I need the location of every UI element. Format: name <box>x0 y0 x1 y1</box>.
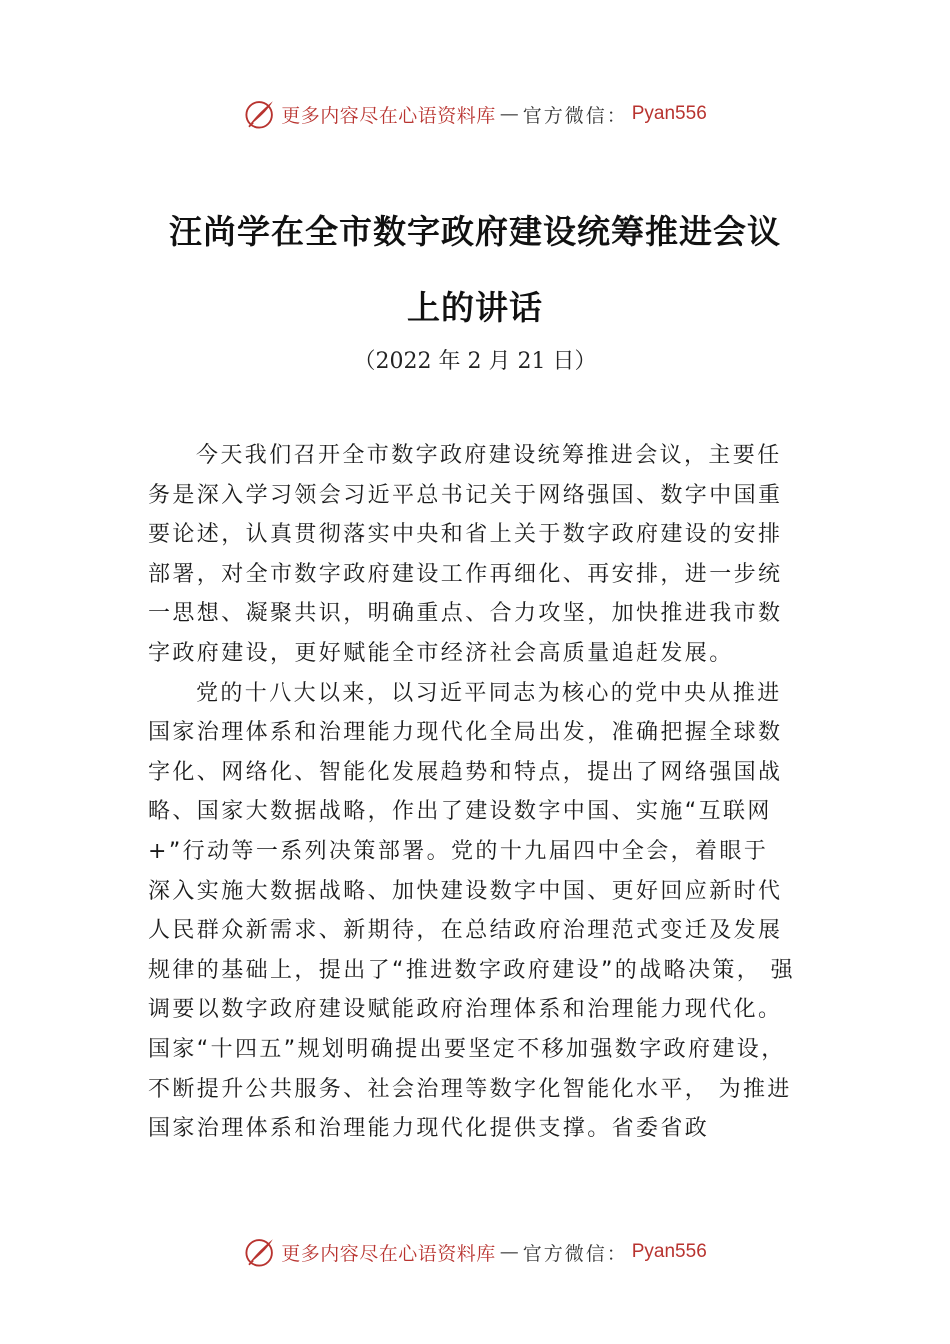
quill-logo-icon <box>243 1235 277 1269</box>
watermark-text: 更多内容尽在心语资料库 <box>281 1242 496 1265</box>
body-line: 不断提升公共服务、社会治理等数字化智能化水平， 为推进 <box>148 1076 792 1102</box>
body-line: 深入实施大数据战略、加快建设数字中国、更好回应新时代 <box>148 878 783 904</box>
body-line: 务是深入学习领会习近平总书记关于网络强国、数字中国重 <box>148 482 783 508</box>
document-body <box>148 436 818 1149</box>
document-date: （2022 年 2 月 21 日） <box>353 349 597 374</box>
watermark-separator: — <box>499 103 519 125</box>
header-watermark <box>0 94 950 134</box>
watermark-label: 官方微信： <box>522 104 628 127</box>
watermark-wechat-id: Pyan556 <box>631 103 707 124</box>
body-line: +”行动等一系列决策部署。党的十九届四中全会，着眼于 <box>148 838 769 864</box>
body-line: 今天我们召开全市数字政府建设统筹推进会议，主要任 <box>196 443 782 468</box>
body-line: 部署，对全市数字政府建设工作再细化、再安排，进一步统 <box>148 561 783 587</box>
body-line: 国家“十四五”规划明确提出要坚定不移加强数字政府建设， <box>148 1036 786 1062</box>
watermark-text: 更多内容尽在心语资料库 <box>281 104 496 127</box>
document-title-line1: 汪尚学在全市数字政府建设统筹推进会议 <box>169 212 781 251</box>
body-line: 一思想、凝聚共识，明确重点、合力攻坚，加快推进我市数 <box>148 601 783 627</box>
body-line: 国家治理体系和治理能力现代化全局出发，准确把握全球数 <box>148 720 783 746</box>
body-line: 调要以数字政府建设赋能政府治理体系和治理能力现代化。 <box>148 997 783 1023</box>
quill-logo-icon <box>243 97 277 131</box>
body-line: 规律的基础上，提出了“推进数字政府建设”的战略决策， 强 <box>148 957 795 983</box>
body-line: 要论述，认真贯彻落实中央和省上关于数字政府建设的安排 <box>148 522 783 548</box>
watermark-wechat-id: Pyan556 <box>631 1241 707 1262</box>
body-line: 略、国家大数据战略，作出了建设数字中国、实施“互联网 <box>148 799 772 825</box>
body-line: 字化、网络化、智能化发展趋势和特点，提出了网络强国战 <box>148 759 783 785</box>
footer-watermark <box>0 1232 950 1272</box>
body-line: 人民群众新需求、新期待，在总结政府治理范式变迁及发展 <box>148 918 783 944</box>
watermark-separator: — <box>499 1241 519 1263</box>
watermark-label: 官方微信： <box>522 1242 628 1265</box>
document-title-line2: 上的讲话 <box>407 288 543 327</box>
body-line: 字政府建设，更好赋能全市经济社会高质量追赶发展。 <box>148 640 734 666</box>
body-line: 国家治理体系和治理能力现代化提供支撑。省委省政 <box>148 1116 710 1142</box>
body-line: 党的十八大以来，以习近平同志为核心的党中央从推进 <box>196 680 782 706</box>
